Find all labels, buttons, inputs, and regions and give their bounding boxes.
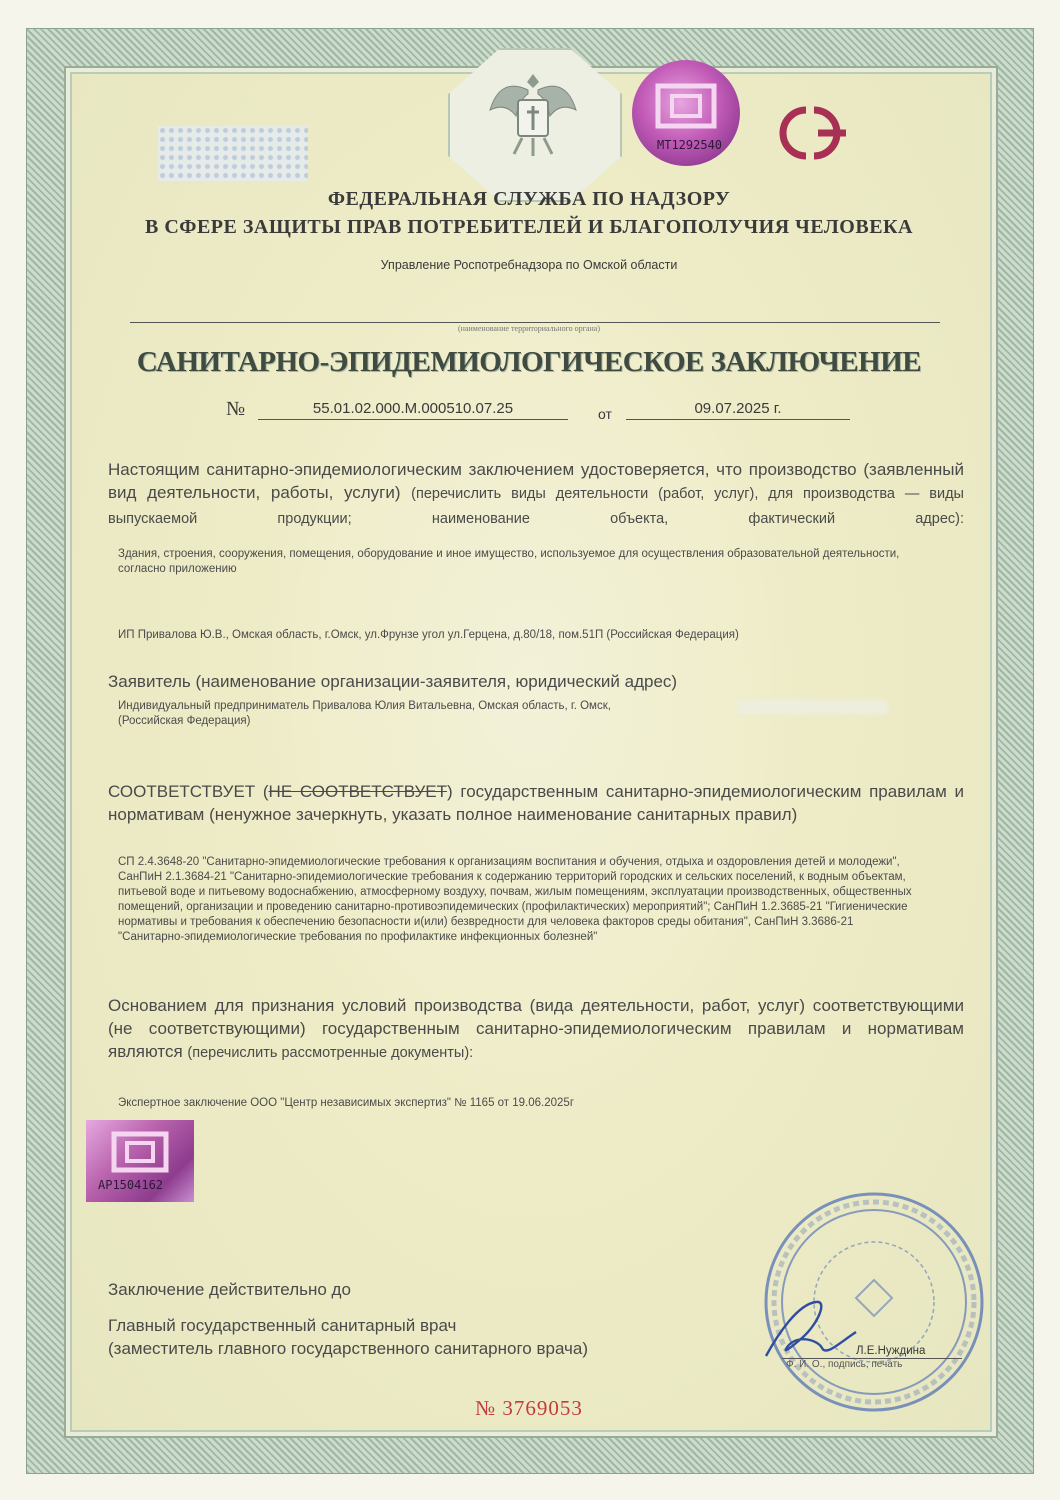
certification-mark-icon: [652, 78, 720, 136]
applicant-label: Заявитель: [108, 672, 191, 691]
applicant-heading: [108, 672, 808, 692]
validity-label: Заключение действительно до: [108, 1280, 351, 1299]
conformity-struck: НЕ СООТВЕТСТВУЕТ: [268, 782, 448, 801]
applicant-line1: Индивидуальный предприниматель Привалова Юлия Витальевна, Омская область, г. Омск,: [118, 700, 611, 712]
document-title: САНИТАРНО-ЭПИДЕМИОЛОГИЧЕСКОЕ ЗАКЛЮЧЕНИЕ: [136, 346, 922, 378]
divider: [130, 322, 940, 323]
agency-name-line2: В СФЕРЕ ЗАЩИТЫ ПРАВ ПОТРЕБИТЕЛЕЙ И БЛАГОПОЛУЧИЯ ЧЕЛОВЕКА: [145, 216, 913, 238]
document-date: 09.07.2025 г.: [626, 400, 850, 420]
hologram-code: MT1292540: [657, 138, 723, 152]
object-address: ИП Привалова Ю.В., Омская область, г.Омск, ул.Фрунзе угол ул.Герцена, д.80/18, пом.51П (Российская Федерация): [118, 629, 739, 641]
signature-icon: [758, 1294, 868, 1364]
hologram-code: AP1504162: [98, 1178, 164, 1192]
conformity-hint: (ненужное зачеркнуть, указать полное наименование санитарных правил): [209, 805, 798, 824]
conformity-logo-icon: [762, 102, 858, 164]
number-label: №: [226, 398, 246, 420]
territorial-department: Управление Роспотребнадзора по Омской области: [380, 258, 678, 272]
sanitary-rules-list: СП 2.4.3648-20 "Санитарно-эпидемиологические требования к организациям воспитания и обучения, отдыха и оздоровления детей и молодежи", СанПиН 2.1.3684-21 "Санитарно-эпидемиологические требования к содержанию территорий городских и сельских поселений, к водным объектам, питьевой воде и питьевому водоснабжению, атмосферному воздуху, почвам, жилым помещениям, эксплуатации производственных, общественных помещений, организации и проведению санитарно-противоэпидемических (профилактических) мероприятий"; СанПиН 1.2.3685-21 "Гигиенические нормативы и требования к обеспечению безопасности и(или) безвредности для человека факторов среды обитания", СанПиН 3.3686-21 "Санитарно-эпидемиологические требования по профилактике инфекционных болезней": [118, 856, 912, 943]
document-number: 55.01.02.000.М.000510.07.25: [258, 400, 568, 420]
basis-document: Экспертное заключение ООО "Центр независимых экспертиз" № 1165 от 19.06.2025г: [118, 1097, 575, 1109]
hologram-sticker: [632, 60, 740, 166]
security-pattern: [158, 126, 308, 181]
conformity-verdict: СООТВЕТСТВУЕТ: [108, 782, 256, 801]
eagle-emblem-icon: [478, 60, 588, 170]
basis-text: Основанием для признания условий производства (вида деятельности, работ, услуг) соответствующими (не соответствующими) государственным санитарно-эпидемиологическим правилам и нормативам являются: [108, 996, 964, 1061]
date-label: от: [598, 406, 612, 422]
object-description: Здания, строения, сооружения, помещения, оборудование и иное имущество, используемое для осуществления образовательной деятельности, согласно приложению: [118, 548, 900, 575]
applicant-hint: (наименование организации-заявителя, юридический адрес): [195, 672, 678, 691]
intro-text: Настоящим санитарно-эпидемиологическим заключением удостоверяется, что производство (заявленный вид деятельности, работы, услуги): [108, 460, 964, 502]
agency-name-line1: ФЕДЕРАЛЬНАЯ СЛУЖБА ПО НАДЗОРУ: [327, 188, 731, 210]
signer-name: Л.Е.Нуждина: [856, 1345, 926, 1357]
chief-doctor-title: Главный государственный санитарный врач: [108, 1316, 457, 1335]
applicant-line2: (Российская Федерация): [118, 715, 251, 727]
intro-paragraph: [108, 458, 964, 531]
certification-mark-icon: [110, 1130, 170, 1174]
form-serial-number: № 3769053: [475, 1396, 583, 1420]
intro-hint: (перечислить виды деятельности (работ, услуг), для производства — виды выпускаемой продукции; наименование объекта, фактический адрес):: [108, 486, 964, 527]
basis-hint: (перечислить рассмотренные документы):: [187, 1045, 474, 1061]
redacted-area: [738, 700, 888, 714]
hologram-sticker-bottom: [86, 1120, 194, 1202]
basis-paragraph: [108, 994, 964, 1065]
conformity-text: государственным санитарно-эпидемиологическим правилам и нормативам: [108, 782, 964, 824]
conformity-paragraph: СООТВЕТСТВУЕТ (НЕ СООТВЕТСТВУЕТ) государственным санитарно-эпидемиологическим правилам и нормативам (ненужное зачеркнуть, указать полное наименование санитарных правил): [108, 782, 964, 824]
department-caption: (наименование территориального органа): [458, 324, 600, 333]
chief-doctor-subtitle: (заместитель главного государственного санитарного врача): [108, 1339, 588, 1358]
signature-caption: Ф. И. О., подпись, печать: [786, 1359, 903, 1370]
